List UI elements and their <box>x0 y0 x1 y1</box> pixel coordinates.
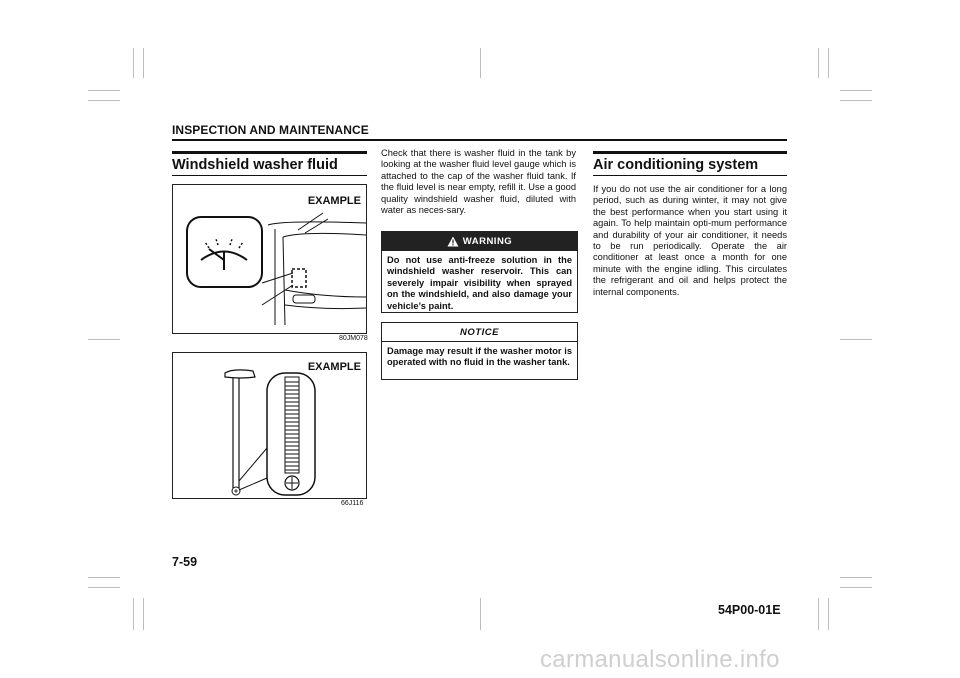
figure-washer-switch <box>172 184 367 334</box>
notice-header <box>382 323 577 342</box>
washer-fluid-paragraph: Check that there is washer fluid in the tank by looking at the washer fluid level gauge which is attached to the cap of the washer fluid tank. If the fluid level is near empty, refill it. Use a good quality windshield washer fluid, diluted with water as neces-sary. <box>381 148 576 216</box>
section-rule-top <box>593 151 787 154</box>
figure-example-label: EXAMPLE <box>307 361 361 373</box>
crop-mark <box>828 598 829 630</box>
crop-mark <box>88 587 120 588</box>
crop-mark <box>88 577 120 578</box>
crop-mark <box>828 48 829 78</box>
crop-mark <box>88 90 120 91</box>
figure-fluid-gauge <box>172 352 367 499</box>
warning-header <box>382 232 577 251</box>
watermark: carmanualsonline.info <box>540 646 780 673</box>
crop-mark <box>840 100 872 101</box>
crop-mark <box>840 587 872 588</box>
running-header: INSPECTION AND MAINTENANCE <box>172 123 369 137</box>
crop-mark <box>818 48 819 78</box>
notice-text: Damage may result if the washer motor is operated with no fluid in the washer tank. <box>387 346 572 368</box>
crop-mark <box>143 598 144 630</box>
section-title-washer-fluid: Windshield washer fluid <box>172 157 338 173</box>
notice-box <box>381 322 578 380</box>
warning-title: WARNING <box>462 235 513 247</box>
crop-mark <box>133 48 134 78</box>
crop-mark <box>480 598 481 630</box>
crop-mark <box>143 48 144 78</box>
figure-example-label: EXAMPLE <box>307 195 361 207</box>
figure-code: 66J116 <box>341 500 364 507</box>
figure-code: 80JM078 <box>339 335 368 342</box>
document-code: 54P00-01E <box>718 603 781 617</box>
air-conditioning-paragraph: If you do not use the air conditioner for a long period, such as during winter, it may not give the best performance when you start using it again. To help maintain opti-mum performance and durability of your air conditioner, it needs to be run periodically. Operate the air conditioner at least once a month for one minute with the engine idling. This circulates the refrigerant and oil and helps protect the internal components. <box>593 184 787 297</box>
crop-mark <box>88 100 120 101</box>
section-rule-top <box>172 151 367 154</box>
crop-mark <box>133 598 134 630</box>
section-rule-bottom <box>593 175 787 176</box>
warning-triangle-icon <box>447 236 459 247</box>
page-number: 7-59 <box>172 555 198 569</box>
fluid-gauge-illustration <box>173 353 366 498</box>
crop-mark <box>840 90 872 91</box>
header-rule <box>172 139 787 141</box>
crop-mark <box>480 48 481 78</box>
warning-box <box>381 231 578 313</box>
notice-title: NOTICE <box>460 326 499 338</box>
warning-text: Do not use anti-freeze solution in the windshield washer reservoir. This can severely impair visibility when sprayed on the windshield, and also damage your vehicle’s paint. <box>387 255 572 311</box>
crop-mark <box>88 339 120 340</box>
crop-mark <box>840 339 872 340</box>
crop-mark <box>840 577 872 578</box>
washer-reservoir-illustration <box>173 185 366 333</box>
crop-mark <box>818 598 819 630</box>
section-rule-bottom <box>172 175 367 176</box>
section-title-air-conditioning: Air conditioning system <box>593 157 759 173</box>
